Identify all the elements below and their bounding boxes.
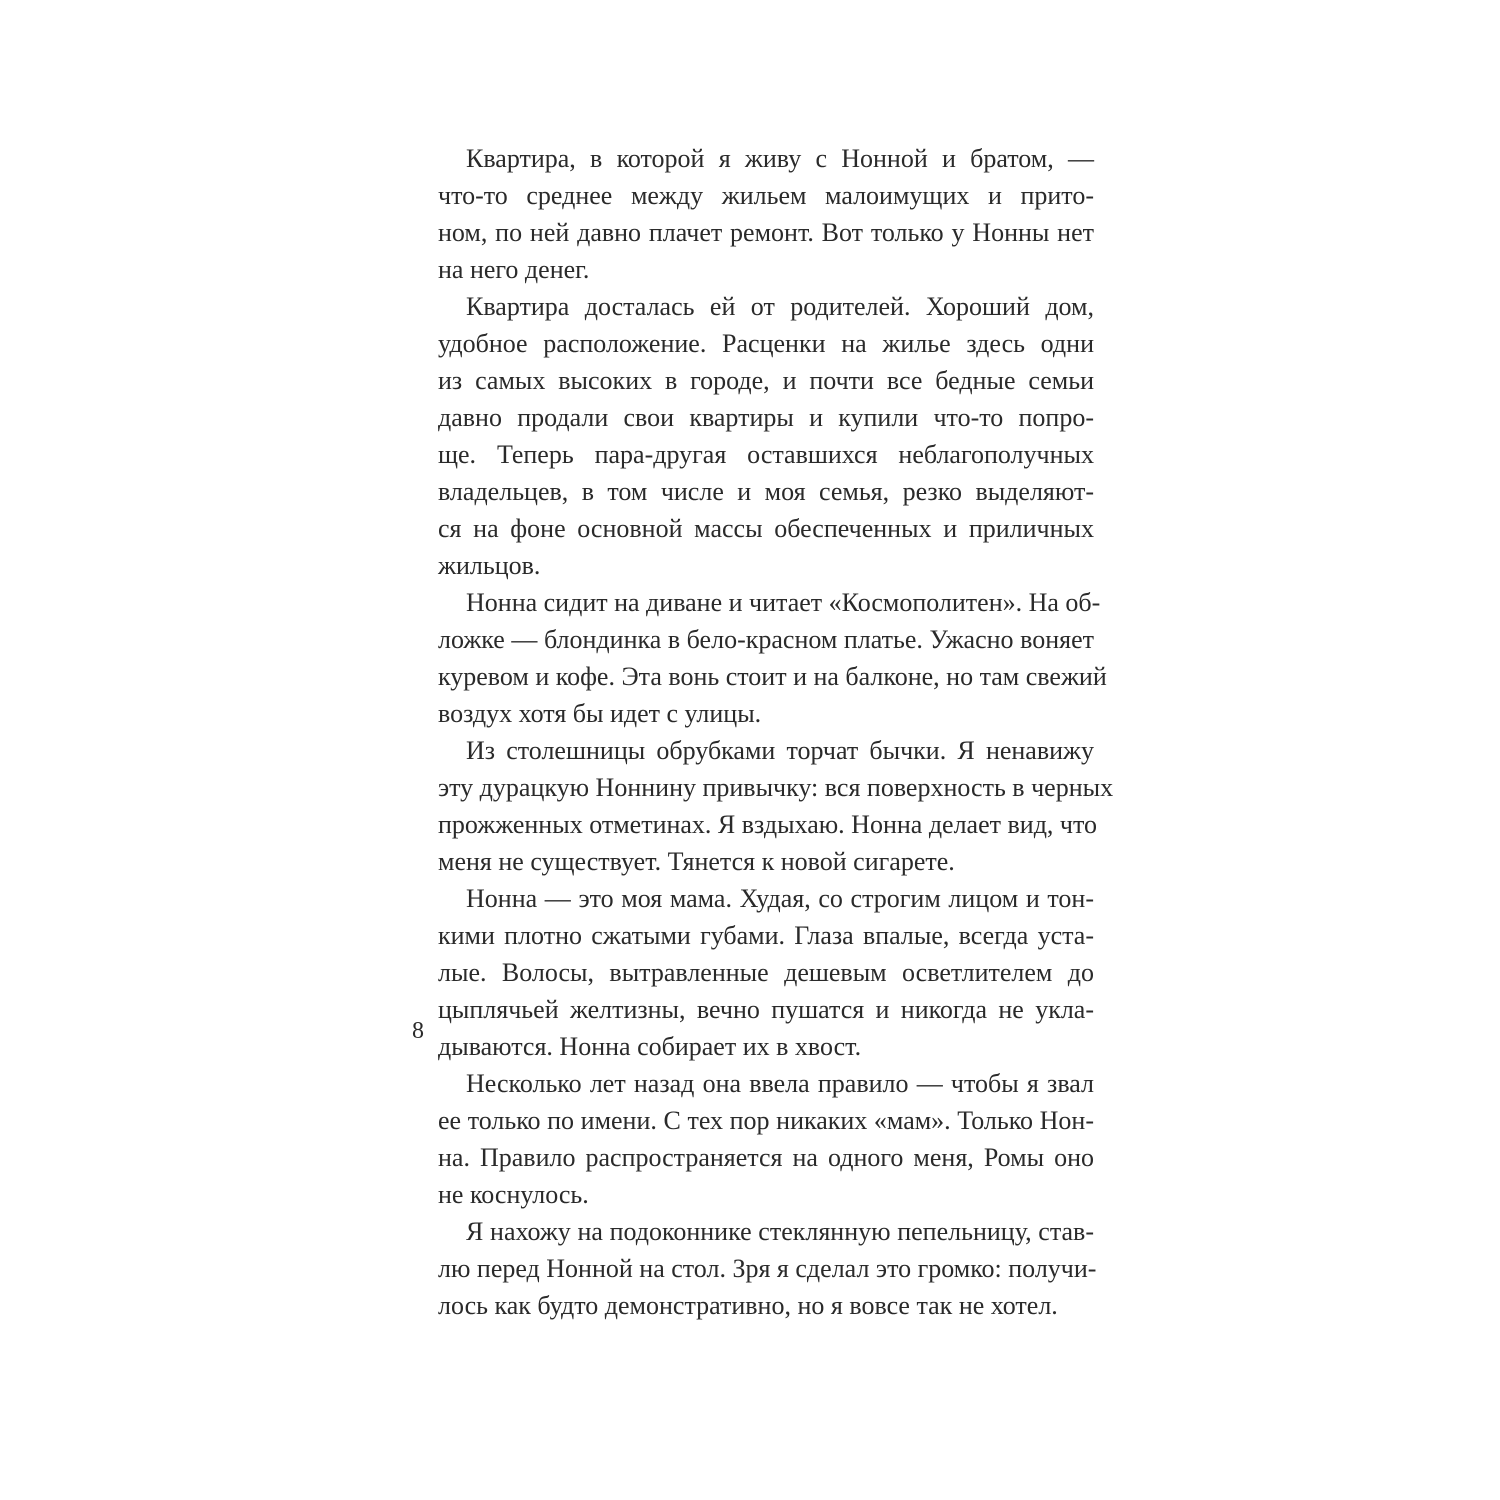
paragraph-1	[410, 140, 1094, 288]
text-line: ложке — блондинка в бело-красном платье. Ужасно воняет	[438, 625, 1094, 654]
text-line: что-то среднее между жильем малоимущих и прито-	[438, 181, 1094, 210]
text-line: Из столешницы обрубками торчат бычки. Я ненавижу	[466, 736, 1094, 765]
text-line: Нонна сидит на диване и читает «Космополитен». На об-	[466, 588, 1101, 617]
text-line: меня не существует. Тянется к новой сигарете.	[438, 847, 955, 876]
text-line: давно продали свои квартиры и купили что-то попро-	[438, 403, 1094, 432]
text-line: на него денег.	[438, 255, 590, 284]
text-line: лось как будто демонстративно, но я вовсе так не хотел.	[438, 1291, 1058, 1320]
text-line: владельцев, в том числе и моя семья, резко выделяют-	[438, 477, 1094, 506]
text-line: ее только по имени. С тех пор никаких «мам». Только Нон-	[438, 1106, 1094, 1135]
text-line: Несколько лет назад она ввела правило — чтобы я звал	[466, 1069, 1094, 1098]
text-line: ся на фоне основной массы обеспеченных и приличных	[438, 514, 1094, 543]
text-line: Квартира, в которой я живу с Нонной и братом, —	[466, 144, 1094, 173]
text-line: Нонна — это моя мама. Худая, со строгим лицом и тон-	[466, 884, 1094, 913]
text-line: эту дурацкую Ноннину привычку: вся поверхность в черных	[438, 773, 1114, 802]
text-line: из самых высоких в городе, и почти все бедные семьи	[438, 366, 1094, 395]
paragraph-6	[410, 1065, 1094, 1213]
text-line: на. Правило распространяется на одного меня, Ромы оно	[438, 1143, 1094, 1172]
text-line: Я нахожу на подоконнике стеклянную пепельницу, став-	[466, 1217, 1094, 1246]
text-line: лю перед Нонной на стол. Зря я сделал это громко: получи-	[438, 1254, 1097, 1283]
text-line: цыплячьей желтизны, вечно пушатся и никогда не укла-	[438, 995, 1094, 1024]
text-line: кими плотно сжатыми губами. Глаза впалые, всегда уста-	[438, 921, 1094, 950]
text-line: воздух хотя бы идет с улицы.	[438, 699, 762, 728]
text-line: жильцов.	[438, 551, 541, 580]
page-number: 8	[412, 1018, 424, 1044]
text-line: куревом и кофе. Эта вонь стоит и на балконе, но там свежий	[438, 662, 1107, 691]
text-line: лые. Волосы, вытравленные дешевым осветлителем до	[438, 958, 1094, 987]
paragraph-5	[410, 880, 1094, 1065]
book-page-text	[410, 140, 1114, 1324]
paragraph-7	[410, 1213, 1097, 1324]
text-line: Квартира досталась ей от родителей. Хороший дом,	[466, 292, 1094, 321]
text-line: дываются. Нонна собирает их в хвост.	[438, 1032, 862, 1061]
text-line: не коснулось.	[438, 1180, 589, 1209]
paragraph-4	[410, 732, 1114, 880]
paragraph-2	[410, 288, 1094, 584]
text-line: ще. Теперь пара-другая оставшихся неблагополучных	[438, 440, 1094, 469]
text-line: прожженных отметинах. Я вздыхаю. Нонна делает вид, что	[438, 810, 1098, 839]
text-line: ном, по ней давно плачет ремонт. Вот только у Нонны нет	[438, 218, 1094, 247]
paragraph-3	[410, 584, 1107, 732]
text-line: удобное расположение. Расценки на жилье здесь одни	[438, 329, 1094, 358]
